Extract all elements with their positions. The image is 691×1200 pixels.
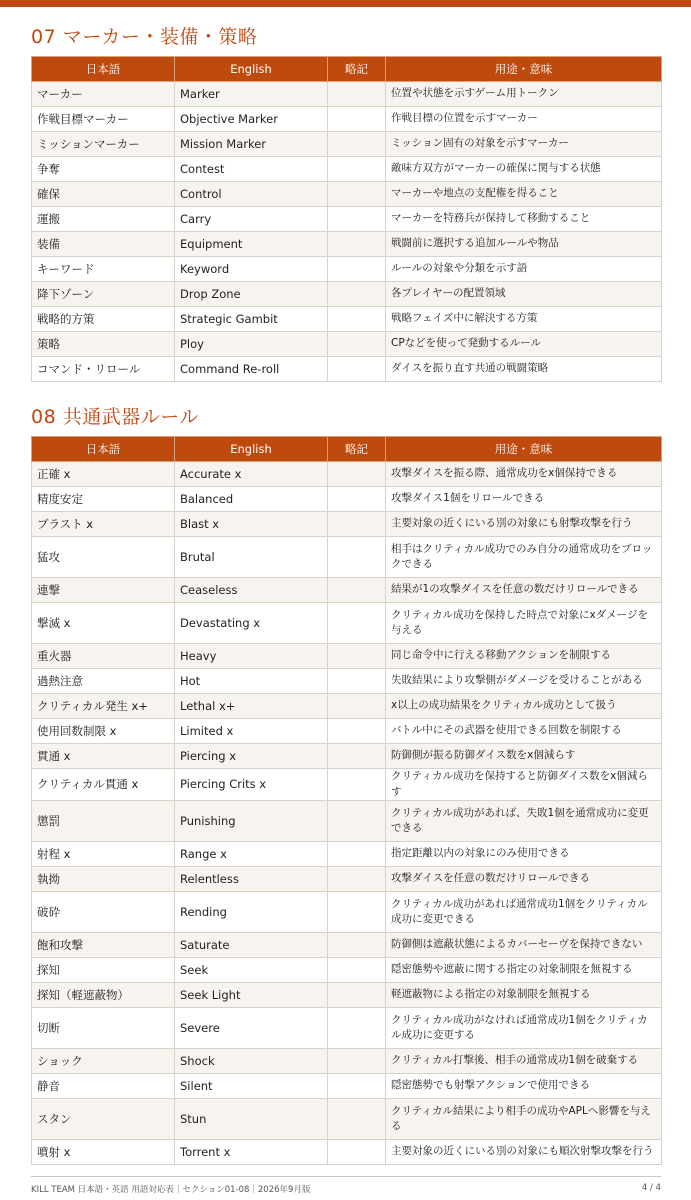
term-english: Marker bbox=[175, 82, 328, 107]
term-japanese: ショック bbox=[32, 1049, 175, 1074]
table-row bbox=[32, 958, 662, 983]
term-abbreviation bbox=[328, 933, 386, 958]
term-japanese: クリティカル貫通 x bbox=[32, 769, 175, 801]
term-meaning: 主要対象の近くにいる別の対象にも射撃攻撃を行う bbox=[386, 512, 662, 537]
term-meaning: クリティカル成功を保持した時点で対象にxダメージを与える bbox=[386, 603, 662, 644]
term-english: Rending bbox=[175, 892, 328, 933]
term-meaning: 隠密態勢や遮蔽に関する指定の対象制限を無視する bbox=[386, 958, 662, 983]
table-header-row bbox=[32, 437, 662, 462]
term-meaning: 相手はクリティカル成功でのみ自分の通常成功をブロックできる bbox=[386, 537, 662, 578]
top-accent-bar bbox=[0, 0, 691, 7]
footer-divider bbox=[31, 1176, 661, 1177]
term-meaning: 結果が1の攻撃ダイスを任意の数だけリロールできる bbox=[386, 578, 662, 603]
term-japanese: 切断 bbox=[32, 1008, 175, 1049]
term-meaning: 攻撃ダイス1個をリロールできる bbox=[386, 487, 662, 512]
table-row bbox=[32, 933, 662, 958]
term-japanese: 正確 x bbox=[32, 462, 175, 487]
term-meaning: クリティカル成功を保持すると防御ダイス数をx個減らす bbox=[386, 769, 662, 801]
term-abbreviation bbox=[328, 487, 386, 512]
table-row bbox=[32, 644, 662, 669]
term-abbreviation bbox=[328, 257, 386, 282]
term-english: Ceaseless bbox=[175, 578, 328, 603]
term-english: Seek Light bbox=[175, 983, 328, 1008]
term-abbreviation bbox=[328, 462, 386, 487]
table-row bbox=[32, 332, 662, 357]
term-abbreviation bbox=[328, 357, 386, 382]
term-english: Command Re-roll bbox=[175, 357, 328, 382]
term-meaning: x以上の成功結果をクリティカル成功として扱う bbox=[386, 694, 662, 719]
term-japanese: 争奪 bbox=[32, 157, 175, 182]
term-japanese: 重火器 bbox=[32, 644, 175, 669]
term-japanese: 過熱注意 bbox=[32, 669, 175, 694]
term-english: Brutal bbox=[175, 537, 328, 578]
term-meaning: 敵味方双方がマーカーの確保に関与する状態 bbox=[386, 157, 662, 182]
table-row bbox=[32, 892, 662, 933]
term-japanese: 作戦目標マーカー bbox=[32, 107, 175, 132]
term-japanese: 使用回数制限 x bbox=[32, 719, 175, 744]
term-abbreviation bbox=[328, 892, 386, 933]
term-abbreviation bbox=[328, 644, 386, 669]
term-english: Devastating x bbox=[175, 603, 328, 644]
table-header-row bbox=[32, 57, 662, 82]
section-07-rows bbox=[32, 82, 662, 382]
term-abbreviation bbox=[328, 769, 386, 801]
term-abbreviation bbox=[328, 207, 386, 232]
term-japanese: 確保 bbox=[32, 182, 175, 207]
table-row bbox=[32, 719, 662, 744]
term-japanese: マーカー bbox=[32, 82, 175, 107]
term-english: Torrent x bbox=[175, 1140, 328, 1165]
term-meaning: 戦略フェイズ中に解決する方策 bbox=[386, 307, 662, 332]
table-row bbox=[32, 307, 662, 332]
term-meaning: 各プレイヤーの配置領域 bbox=[386, 282, 662, 307]
term-japanese: 装備 bbox=[32, 232, 175, 257]
header-meaning: 用途・意味 bbox=[386, 57, 662, 82]
term-meaning: 指定距離以内の対象にのみ使用できる bbox=[386, 842, 662, 867]
term-abbreviation bbox=[328, 332, 386, 357]
term-abbreviation bbox=[328, 512, 386, 537]
term-english: Piercing Crits x bbox=[175, 769, 328, 801]
term-abbreviation bbox=[328, 232, 386, 257]
term-english: Balanced bbox=[175, 487, 328, 512]
term-english: Severe bbox=[175, 1008, 328, 1049]
term-japanese: ミッションマーカー bbox=[32, 132, 175, 157]
table-row bbox=[32, 107, 662, 132]
term-meaning: 同じ命令中に行える移動アクションを制限する bbox=[386, 644, 662, 669]
term-meaning: クリティカル成功があれば通常成功1個をクリティカル成功に変更できる bbox=[386, 892, 662, 933]
header-meaning: 用途・意味 bbox=[386, 437, 662, 462]
term-japanese: 猛攻 bbox=[32, 537, 175, 578]
table-row bbox=[32, 487, 662, 512]
term-abbreviation bbox=[328, 282, 386, 307]
table-row bbox=[32, 603, 662, 644]
term-japanese: 探知 bbox=[32, 958, 175, 983]
term-japanese: 精度安定 bbox=[32, 487, 175, 512]
term-english: Blast x bbox=[175, 512, 328, 537]
table-row bbox=[32, 132, 662, 157]
term-meaning: 軽遮蔽物による指定の対象制限を無視する bbox=[386, 983, 662, 1008]
term-meaning: マーカーや地点の支配権を得ること bbox=[386, 182, 662, 207]
term-abbreviation bbox=[328, 1074, 386, 1099]
term-meaning: CPなどを使って発動するルール bbox=[386, 332, 662, 357]
term-meaning: クリティカル成功がなければ通常成功1個をクリティカル成功に変更する bbox=[386, 1008, 662, 1049]
section-08-rows bbox=[32, 462, 662, 1165]
table-row bbox=[32, 1049, 662, 1074]
term-japanese: スタン bbox=[32, 1099, 175, 1140]
page-number: 4 / 4 bbox=[641, 1183, 661, 1193]
term-english: Relentless bbox=[175, 867, 328, 892]
term-english: Heavy bbox=[175, 644, 328, 669]
term-japanese: 貫通 x bbox=[32, 744, 175, 769]
term-meaning: 隠密態勢でも射撃アクションで使用できる bbox=[386, 1074, 662, 1099]
term-abbreviation bbox=[328, 307, 386, 332]
table-row bbox=[32, 1099, 662, 1140]
header-japanese: 日本語 bbox=[32, 437, 175, 462]
term-english: Stun bbox=[175, 1099, 328, 1140]
term-english: Shock bbox=[175, 1049, 328, 1074]
term-meaning: 攻撃ダイスを振る際、通常成功をx個保持できる bbox=[386, 462, 662, 487]
term-japanese: 噴射 x bbox=[32, 1140, 175, 1165]
term-english: Ploy bbox=[175, 332, 328, 357]
table-row bbox=[32, 207, 662, 232]
term-english: Accurate x bbox=[175, 462, 328, 487]
term-meaning: 失敗結果により攻撃側がダメージを受けることがある bbox=[386, 669, 662, 694]
section-08 bbox=[31, 404, 661, 1165]
term-english: Control bbox=[175, 182, 328, 207]
header-abbreviation: 略記 bbox=[328, 57, 386, 82]
table-row bbox=[32, 842, 662, 867]
term-abbreviation bbox=[328, 1049, 386, 1074]
table-row bbox=[32, 462, 662, 487]
term-abbreviation bbox=[328, 82, 386, 107]
term-abbreviation bbox=[328, 603, 386, 644]
table-row bbox=[32, 512, 662, 537]
term-english: Objective Marker bbox=[175, 107, 328, 132]
table-row bbox=[32, 1008, 662, 1049]
section-07 bbox=[31, 24, 661, 382]
term-english: Mission Marker bbox=[175, 132, 328, 157]
term-abbreviation bbox=[328, 983, 386, 1008]
term-english: Carry bbox=[175, 207, 328, 232]
term-japanese: 懲罰 bbox=[32, 801, 175, 842]
term-meaning: ルールの対象や分類を示す語 bbox=[386, 257, 662, 282]
table-row bbox=[32, 867, 662, 892]
term-meaning: 作戦目標の位置を示すマーカー bbox=[386, 107, 662, 132]
term-meaning: バトル中にその武器を使用できる回数を制限する bbox=[386, 719, 662, 744]
term-abbreviation bbox=[328, 694, 386, 719]
term-japanese: 破砕 bbox=[32, 892, 175, 933]
term-english: Range x bbox=[175, 842, 328, 867]
header-japanese: 日本語 bbox=[32, 57, 175, 82]
term-abbreviation bbox=[328, 842, 386, 867]
term-english: Hot bbox=[175, 669, 328, 694]
header-english: English bbox=[175, 437, 328, 462]
table-row bbox=[32, 537, 662, 578]
term-japanese: 撃滅 x bbox=[32, 603, 175, 644]
term-english: Drop Zone bbox=[175, 282, 328, 307]
table-row bbox=[32, 744, 662, 769]
term-abbreviation bbox=[328, 537, 386, 578]
term-meaning: マーカーを特務兵が保持して移動すること bbox=[386, 207, 662, 232]
term-abbreviation bbox=[328, 867, 386, 892]
term-english: Punishing bbox=[175, 801, 328, 842]
term-english: Lethal x+ bbox=[175, 694, 328, 719]
footer-text: KILL TEAM 日本語・英語 用語対応表｜セクション01-08｜2026年9月版 bbox=[31, 1185, 311, 1195]
term-japanese: 飽和攻撃 bbox=[32, 933, 175, 958]
table-row bbox=[32, 669, 662, 694]
term-english: Strategic Gambit bbox=[175, 307, 328, 332]
table-row bbox=[32, 232, 662, 257]
term-english: Silent bbox=[175, 1074, 328, 1099]
term-abbreviation bbox=[328, 669, 386, 694]
section-08-title: 08 共通武器ルール bbox=[31, 406, 199, 428]
term-meaning: ミッション固有の対象を示すマーカー bbox=[386, 132, 662, 157]
term-abbreviation bbox=[328, 578, 386, 603]
term-abbreviation bbox=[328, 801, 386, 842]
term-japanese: 探知（軽遮蔽物） bbox=[32, 983, 175, 1008]
term-japanese: 執拗 bbox=[32, 867, 175, 892]
table-row bbox=[32, 282, 662, 307]
table-row bbox=[32, 578, 662, 603]
table-row bbox=[32, 82, 662, 107]
term-abbreviation bbox=[328, 107, 386, 132]
term-japanese: 静音 bbox=[32, 1074, 175, 1099]
term-japanese: 射程 x bbox=[32, 842, 175, 867]
term-meaning: ダイスを振り直す共通の戦闘策略 bbox=[386, 357, 662, 382]
term-abbreviation bbox=[328, 132, 386, 157]
term-abbreviation bbox=[328, 1140, 386, 1165]
term-english: Equipment bbox=[175, 232, 328, 257]
table-row bbox=[32, 694, 662, 719]
term-english: Contest bbox=[175, 157, 328, 182]
term-english: Seek bbox=[175, 958, 328, 983]
term-english: Limited x bbox=[175, 719, 328, 744]
table-row bbox=[32, 257, 662, 282]
term-japanese: 降下ゾーン bbox=[32, 282, 175, 307]
term-english: Saturate bbox=[175, 933, 328, 958]
table-row bbox=[32, 182, 662, 207]
table-row bbox=[32, 157, 662, 182]
term-meaning: 位置や状態を示すゲーム用トークン bbox=[386, 82, 662, 107]
term-japanese: 戦略的方策 bbox=[32, 307, 175, 332]
table-row bbox=[32, 357, 662, 382]
term-english: Piercing x bbox=[175, 744, 328, 769]
table-row bbox=[32, 769, 662, 801]
term-abbreviation bbox=[328, 1099, 386, 1140]
term-abbreviation bbox=[328, 719, 386, 744]
table-row bbox=[32, 801, 662, 842]
header-english: English bbox=[175, 57, 328, 82]
table-row bbox=[32, 1140, 662, 1165]
table-row bbox=[32, 983, 662, 1008]
term-meaning: 戦闘前に選択する追加ルールや物品 bbox=[386, 232, 662, 257]
term-abbreviation bbox=[328, 1008, 386, 1049]
term-japanese: クリティカル発生 x+ bbox=[32, 694, 175, 719]
table-row bbox=[32, 1074, 662, 1099]
term-abbreviation bbox=[328, 958, 386, 983]
term-japanese: 連撃 bbox=[32, 578, 175, 603]
term-japanese: コマンド・リロール bbox=[32, 357, 175, 382]
term-meaning: クリティカル成功があれば、失敗1個を通常成功に変更できる bbox=[386, 801, 662, 842]
term-meaning: クリティカル打撃後、相手の通常成功1個を破棄する bbox=[386, 1049, 662, 1074]
term-meaning: 主要対象の近くにいる別の対象にも順次射撃攻撃を行う bbox=[386, 1140, 662, 1165]
term-english: Keyword bbox=[175, 257, 328, 282]
term-abbreviation bbox=[328, 744, 386, 769]
section-08-table bbox=[31, 436, 662, 1165]
header-abbreviation: 略記 bbox=[328, 437, 386, 462]
section-07-title: 07 マーカー・装備・策略 bbox=[31, 26, 258, 48]
term-japanese: 策略 bbox=[32, 332, 175, 357]
term-meaning: 攻撃ダイスを任意の数だけリロールできる bbox=[386, 867, 662, 892]
term-meaning: 防御側が振る防御ダイス数をx個減らす bbox=[386, 744, 662, 769]
term-meaning: クリティカル結果により相手の成功やAPLへ影響を与える bbox=[386, 1099, 662, 1140]
term-japanese: 運搬 bbox=[32, 207, 175, 232]
section-07-table bbox=[31, 56, 662, 382]
term-abbreviation bbox=[328, 182, 386, 207]
term-abbreviation bbox=[328, 157, 386, 182]
term-japanese: キーワード bbox=[32, 257, 175, 282]
term-japanese: ブラスト x bbox=[32, 512, 175, 537]
term-meaning: 防御側は遮蔽状態によるカバーセーヴを保持できない bbox=[386, 933, 662, 958]
